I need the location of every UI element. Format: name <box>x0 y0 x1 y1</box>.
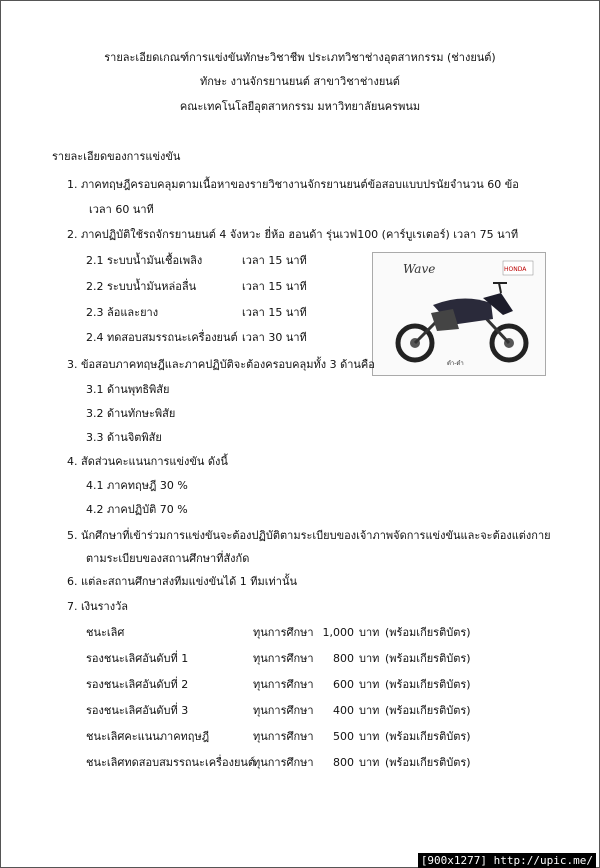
item-6: 6. แต่ละสถานศึกษาส่งทีมแข่งขันได้ 1 ทีมเท่านั้น <box>67 575 298 588</box>
item-3: 3. ข้อสอบภาคทฤษฎีและภาคปฏิบัติจะต้องครอบคลุมทั้ง 3 ด้านคือ <box>67 358 375 371</box>
prize-amount: 600 <box>333 678 354 691</box>
image-host-watermark: [900x1277] http://upic.me/ <box>418 853 596 868</box>
prize-note: (พร้อมเกียรติบัตร) <box>385 756 471 769</box>
prize-unit: บาท <box>359 756 380 769</box>
prize-unit: บาท <box>359 652 380 665</box>
prize-note: (พร้อมเกียรติบัตร) <box>385 626 471 639</box>
prize-amount: 500 <box>333 730 354 743</box>
prize-unit: บาท <box>359 704 380 717</box>
prize-amount: 800 <box>333 756 354 769</box>
svg-text:ดำ-ดำ: ดำ-ดำ <box>447 360 464 367</box>
item-2-3-label: 2.3 ล้อและยาง <box>86 306 159 319</box>
prize-unit: บาท <box>359 626 380 639</box>
prize-amount: 400 <box>333 704 354 717</box>
item-2-3-time: เวลา 15 นาที <box>242 306 307 319</box>
motorcycle-photo <box>372 252 546 376</box>
item-2-2-time: เวลา 15 นาที <box>242 280 307 293</box>
prize-type: ทุนการศึกษา <box>253 730 314 743</box>
prize-note: (พร้อมเกียรติบัตร) <box>385 704 471 717</box>
prize-rank: ชนะเลิศทดสอบสมรรถนะเครื่องยนต์ <box>86 756 256 769</box>
prize-rank: รองชนะเลิศอันดับที่ 2 <box>86 678 189 691</box>
svg-text:Wave: Wave <box>403 262 436 276</box>
item-3-1: 3.1 ด้านพุทธิพิสัย <box>86 383 170 396</box>
prize-amount: 1,000 <box>322 626 354 639</box>
prize-note: (พร้อมเกียรติบัตร) <box>385 678 471 691</box>
item-7: 7. เงินรางวัล <box>67 600 129 613</box>
prize-rank: ชนะเลิศ <box>86 626 125 639</box>
prize-type: ทุนการศึกษา <box>253 626 314 639</box>
prize-amount: 800 <box>333 652 354 665</box>
item-5-line-1: 5. นักศึกษาที่เข้าร่วมการแข่งขันจะต้องปฏิบัติตามระเบียบของเจ้าภาพจัดการแข่งขันและจะต้องแต่งกาย <box>67 529 551 542</box>
item-2: 2. ภาคปฏิบัติใช้รถจักรยานยนต์ 4 จังหวะ ยี่ห้อ ฮอนด้า รุ่นเวฟ100 (คาร์บูเรเตอร์) เวลา 75 นาที <box>67 228 519 241</box>
item-2-1-time: เวลา 15 นาที <box>242 254 307 267</box>
prize-unit: บาท <box>359 730 380 743</box>
prize-type: ทุนการศึกษา <box>253 652 314 665</box>
prize-type: ทุนการศึกษา <box>253 704 314 717</box>
item-2-1-label: 2.1 ระบบน้ำมันเชื้อเพลิง <box>86 254 203 267</box>
prize-rank: รองชนะเลิศอันดับที่ 1 <box>86 652 189 665</box>
item-4-1: 4.1 ภาคทฤษฎี 30 % <box>86 479 188 492</box>
item-1-line-1: 1. ภาคทฤษฎีครอบคลุมตามเนื้อหาของรายวิชางานจักรยานยนต์ข้อสอบแบบปรนัยจำนวน 60 ข้อ <box>67 178 519 191</box>
item-3-3: 3.3 ด้านจิตพิสัย <box>86 431 162 444</box>
prize-note: (พร้อมเกียรติบัตร) <box>385 730 471 743</box>
item-5-line-2: ตามระเบียบของสถานศึกษาที่สังกัด <box>86 552 250 565</box>
item-3-2: 3.2 ด้านทักษะพิสัย <box>86 407 176 420</box>
item-2-4-time: เวลา 30 นาที <box>242 331 307 344</box>
prize-note: (พร้อมเกียรติบัตร) <box>385 652 471 665</box>
prize-type: ทุนการศึกษา <box>253 756 314 769</box>
prize-rank: ชนะเลิศคะแนนภาคทฤษฎี <box>86 730 210 743</box>
prize-rank: รองชนะเลิศอันดับที่ 3 <box>86 704 189 717</box>
prize-type: ทุนการศึกษา <box>253 678 314 691</box>
doc-title-line-2: ทักษะ งานจักรยานยนต์ สาขาวิชาช่างยนต์ <box>200 75 400 88</box>
item-2-2-label: 2.2 ระบบน้ำมันหล่อลื่น <box>86 280 197 293</box>
item-4-2: 4.2 ภาคปฏิบัติ 70 % <box>86 503 188 516</box>
motorcycle-icon <box>373 253 545 375</box>
item-2-4-label: 2.4 ทดสอบสมรรถนะเครื่องยนต์ <box>86 331 238 344</box>
item-1-line-2: เวลา 60 นาที <box>89 203 154 216</box>
doc-title-line-3: คณะเทคโนโลยีอุตสาหกรรม มหาวิทยาลัยนครพนม <box>179 100 421 113</box>
prize-unit: บาท <box>359 678 380 691</box>
section-title: รายละเอียดของการแข่งขัน <box>52 150 181 163</box>
item-4: 4. สัดส่วนคะแนนการแข่งขัน ดังนี้ <box>67 455 228 468</box>
doc-title-line-1: รายละเอียดเกณฑ์การแข่งขันทักษะวิชาชีพ ประเภทวิชาช่างอุตสาหกรรม (ช่างยนต์) <box>104 51 496 64</box>
honda-logo-text: HONDA <box>504 266 527 273</box>
